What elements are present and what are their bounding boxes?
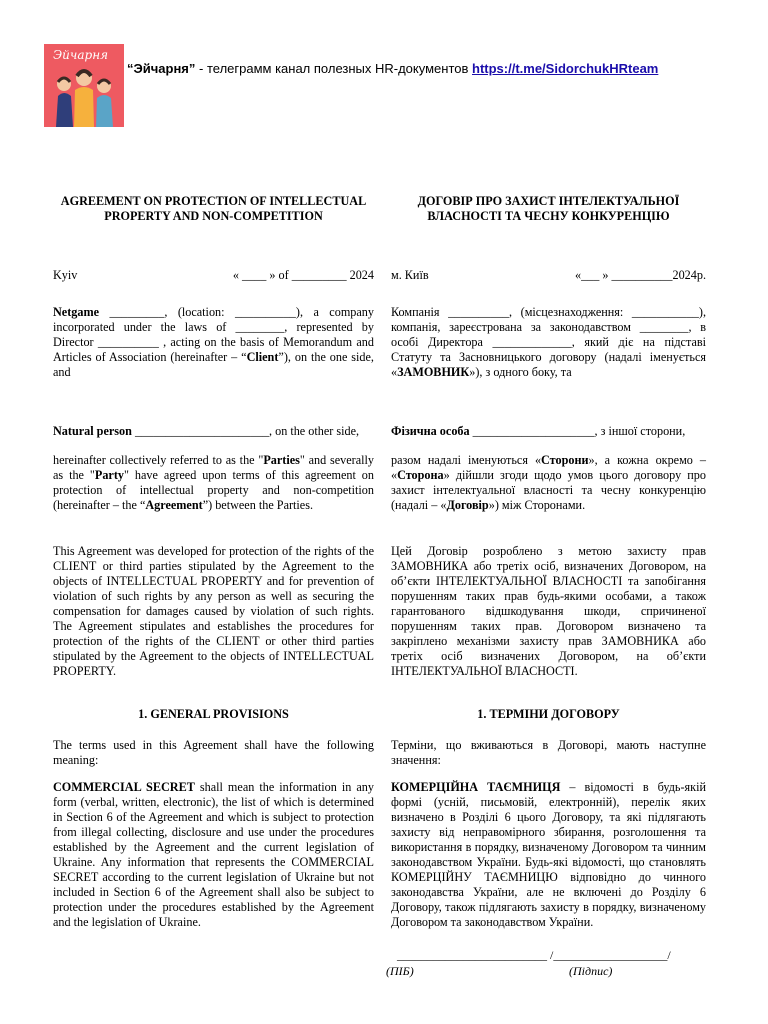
agreement-term: Agreement <box>145 498 203 512</box>
ua-parties-term: Сторони <box>541 453 589 467</box>
signature-sign-label: (Підпис) <box>569 964 613 978</box>
english-section-heading: 1. GENERAL PROVISIONS <box>138 707 289 721</box>
english-city: Kyiv <box>53 268 78 282</box>
ukrainian-commercial-secret-definition <box>391 780 706 930</box>
ukrainian-parties-paragraph <box>391 453 706 513</box>
signature-name-label: (ПІБ) <box>386 964 414 978</box>
ukrainian-purpose-paragraph: Цей Договір розроблено з метою захисту прав ЗАМОВНИКА або третіх осіб, визначених Договором, на об’єкти ІНТЕЛЕКТУАЛЬНОЇ ВЛАСНОСТІ та запобігання порушенням таких прав будь-якими особами, а також гарантованого відшкодування шкоди, спричиненої порушенням таких прав. Договором визначено та закріплено механізми захисту прав ЗАМОВНИКА або третіх осіб визначених Договором, на об’єкти ІНТЕЛЕКТУАЛЬНОЇ ВЛАСНОСТІ. <box>391 544 706 678</box>
english-title: AGREEMENT ON PROTECTION OF INTELLECTUAL PROPERTY AND NON-COMPETITION <box>60 194 367 223</box>
ukrainian-title: ДОГОВІР ПРО ЗАХИСТ ІНТЕЛЕКТУАЛЬНОЇ ВЛАСНОСТІ ТА ЧЕСНУ КОНКУРЕНЦІЮ <box>417 194 680 223</box>
ua-natural-person-rest: ____________________, з іншої сторони, <box>469 424 686 438</box>
parties-text-c: " have agreed upon terms of this agreement on protection of intellectual property and non-competition (hereinafter – the “ <box>53 468 374 512</box>
client-name: Netgame <box>53 305 100 319</box>
ukrainian-person-paragraph <box>391 424 706 439</box>
logo-text: Эйчарня <box>53 48 109 62</box>
english-purpose-paragraph: This Agreement was developed for protection of the rights of the CLIENT or third parties stipulated by the Agreement to the objects of INTELLECTUAL PROPERTY and for prevention of violation of such rights by any person as well as securing the compensation for damages caused by violation of such rights. The Agreement stipulates and establishes the procedures for protection of the rights of the CLIENT or other third parties stipulated by the Agreement to the objects of INTELLECTUAL PROPERTY. <box>53 544 374 678</box>
ua-party-term: Сторона <box>397 468 444 482</box>
client-term: Client <box>246 350 279 364</box>
ukrainian-client-paragraph <box>391 305 706 380</box>
ua-client-tail: »), з одного боку, та <box>469 365 572 379</box>
ua-parties-text-c: » дійшли згоди щодо умов цього договору про захист інтелектуальної власності та чесну конкуренцію (надалі – « <box>391 468 706 512</box>
english-city-date <box>53 268 374 283</box>
ua-parties-text-b: », а кожна окремо – « <box>391 453 706 482</box>
telegram-link[interactable]: https://t.me/SidorchukHRteam <box>472 61 659 76</box>
english-date: « ____ » of _________ 2024 <box>232 268 374 282</box>
ua-parties-text-a: разом надалі іменуються « <box>391 453 542 467</box>
brand-name: “Эйчарня” <box>127 61 196 76</box>
ua-commercial-secret-text: – відомості в будь-якій формі (усній, письмовій, електронній), перелік яких визначено в Розділі 6 цього Договору, та які підлягають захисту від неправомірного збирання, розголошення та використання в порядку, визначеному Договором та чинним законодавством України. Будь-які відомості, що становлять КОМЕРЦІЙНУ ТАЄМНИЦЮ відповідно до чинного законодавства України, але не включені до Розділу 6 Договору, також підлягають захисту в порядку, визначеному Договором та законодавством України. <box>391 780 706 929</box>
ua-natural-person-label: Фізична особа <box>391 424 470 438</box>
client-tail: ”), on the one side, and <box>53 350 374 379</box>
commercial-secret-term: COMMERCIAL SECRET <box>53 780 195 794</box>
ukrainian-date: «___ » __________2024р. <box>574 268 706 282</box>
natural-person-rest: ______________________, on the other side, <box>131 424 360 438</box>
ua-client-term: ЗАМОВНИК <box>397 365 470 379</box>
signature-line: _________________________ /___________________/ <box>397 948 671 962</box>
client-details: _________, (location: __________), a company incorporated under the laws of ________, represented by Director __________ , acting on the basis of Memorandum and Articles of Association (hereinafter – “ <box>53 305 374 364</box>
party-term: Party <box>94 468 124 482</box>
parties-text-d: ”) between the Parties. <box>202 498 314 512</box>
ukrainian-city: м. Київ <box>391 268 429 282</box>
ukrainian-terms-intro: Терміни, що вживаються в Договорі, мають наступне значення: <box>391 738 706 767</box>
banner-text: - телеграмм канал полезных HR-документов <box>195 61 472 76</box>
parties-text-a: hereinafter collectively referred to as the " <box>53 453 264 467</box>
ua-parties-text-d: ») між Сторонами. <box>488 498 586 512</box>
commercial-secret-text: shall mean the information in any form (verbal, written, electronic), the list of which is determined in Section 6 of the Agreement and which is subject to protection from illegal collecting, disclosure and use under the procedures established by the Agreement and the current legislation of Ukraine. Any information that represents the COMMERCIAL SECRET according to the current legislation of Ukraine but not included in Section 6 of the Agreement shall also be subject to protection under the procedures established by the Agreement and the legislation of Ukraine. <box>53 780 374 929</box>
ua-commercial-secret-term: КОМЕРЦІЙНА ТАЄМНИЦЯ <box>391 780 561 794</box>
ua-client-details: Компанія __________, (місцезнаходження: ___________), компанія, зареєстрована за законодавством ________, в особі Директора _____________, який діє на підставі Статуту та Засновницького договору (надалі іменується « <box>391 305 706 379</box>
english-terms-intro: The terms used in this Agreement shall have the following meaning: <box>53 738 374 767</box>
banner-line <box>127 61 757 76</box>
ukrainian-section-heading: 1. ТЕРМІНИ ДОГОВОРУ <box>477 707 620 721</box>
eicharnya-logo <box>44 44 124 127</box>
parties-term: Parties <box>263 453 300 467</box>
english-commercial-secret-definition <box>53 780 374 930</box>
english-parties-paragraph <box>53 453 374 513</box>
parties-text-b: " and severally as the " <box>53 453 374 482</box>
ukrainian-city-date <box>391 268 706 283</box>
ua-agreement-term: Договір <box>446 498 489 512</box>
natural-person-label: Natural person <box>53 424 132 438</box>
english-client-paragraph <box>53 305 374 380</box>
english-person-paragraph <box>53 424 374 439</box>
